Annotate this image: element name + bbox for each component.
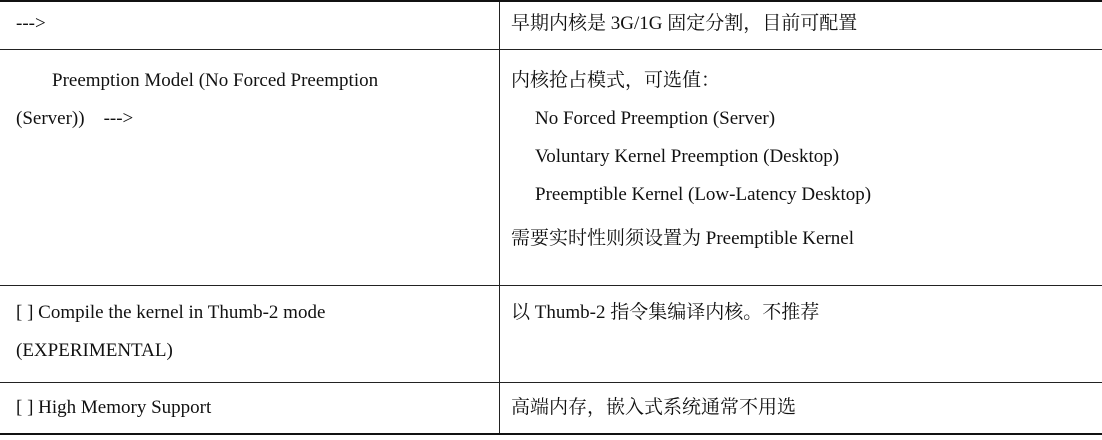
preemption-option: Preemptible Kernel (Low-Latency Desktop) <box>535 183 872 205</box>
table-row <box>0 285 1102 382</box>
option-text: ---> <box>16 13 46 34</box>
description-intro: 内核抢占模式，可选值： <box>511 69 721 91</box>
description-cell <box>500 49 1102 285</box>
option-cell <box>0 49 500 285</box>
table-row <box>0 1 1102 49</box>
option-cell <box>0 1 500 49</box>
option-text: [ ] Compile the kernel in Thumb-2 mode <box>16 301 326 323</box>
table-row <box>0 382 1102 434</box>
description-text: 早期内核是 3G/1G 固定分割，目前可配置 <box>511 13 858 34</box>
description-note: 需要实时性则须设置为 Preemptible Kernel <box>511 227 855 249</box>
description-cell <box>500 285 1102 382</box>
description-cell <box>500 382 1102 434</box>
preemption-option: Voluntary Kernel Preemption (Desktop) <box>535 145 840 167</box>
table-row <box>0 49 1102 285</box>
description-cell <box>500 1 1102 49</box>
description-text: 以 Thumb-2 指令集编译内核。不推荐 <box>511 301 820 323</box>
option-cell <box>0 382 500 434</box>
description-text: 高端内存，嵌入式系统通常不用选 <box>511 396 797 418</box>
option-text: [ ] High Memory Support <box>16 396 212 418</box>
preemption-option: No Forced Preemption (Server) <box>535 107 776 129</box>
option-text: Preemption Model (No Forced Preemption <box>52 69 379 91</box>
option-text: (EXPERIMENTAL) <box>16 339 173 361</box>
option-text: (Server)) ---> <box>16 107 134 129</box>
option-cell <box>0 285 500 382</box>
